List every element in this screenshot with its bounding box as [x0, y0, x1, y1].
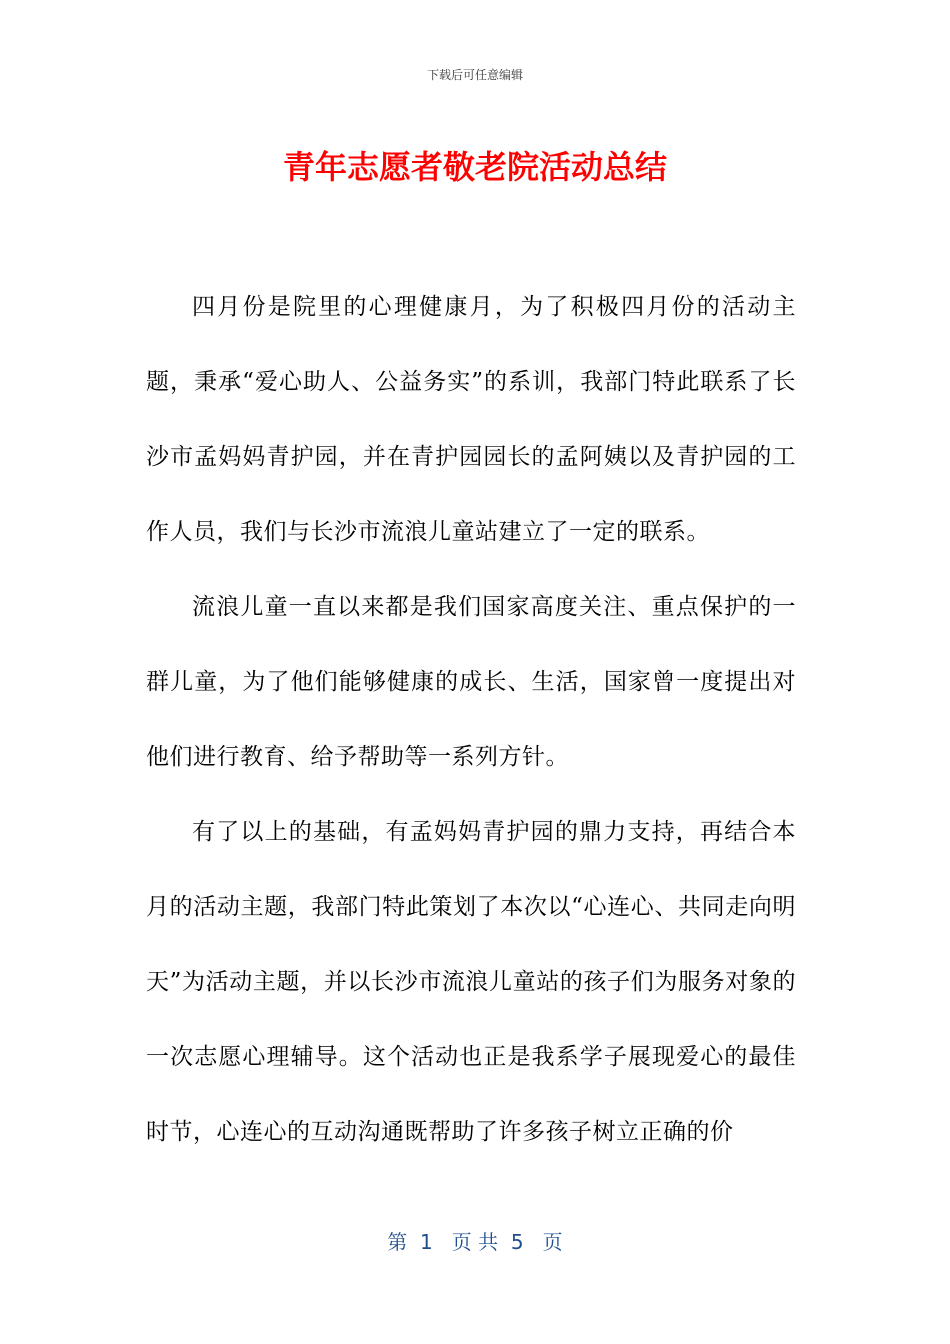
paragraph-2: 流浪儿童一直以来都是我们国家高度关注、重点保护的一群儿童，为了他们能够健康的成长、生活，国家曾一度提出对他们进行教育、给予帮助等一系列方针。: [146, 594, 796, 770]
page-number-footer: 第 1 页 共 5 页: [387, 1230, 563, 1254]
header-note: 下载后可任意编辑: [426, 68, 523, 82]
document-body: [146, 270, 796, 1170]
paragraph-1: 四月份是院里的心理健康月，为了积极四月份的活动主题，秉承“爱心助人、公益务实”的系训，我部门特此联系了长沙市孟妈妈青护园，并在青护园园长的孟阿姨以及青护园的工作人员，我们与长沙市流浪儿童站建立了一定的联系。: [146, 294, 796, 545]
paragraph-3: 有了以上的基础，有孟妈妈青护园的鼎力支持，再结合本月的活动主题，我部门特此策划了本次以“心连心、共同走向明天”为活动主题，并以长沙市流浪儿童站的孩子们为服务对象的一次志愿心理辅导。这个活动也正是我系学子展现爱心的最佳时节，心连心的互动沟通既帮助了许多孩子树立正确的价: [146, 819, 796, 1145]
document-title: 青年志愿者敬老院活动总结: [282, 148, 667, 186]
